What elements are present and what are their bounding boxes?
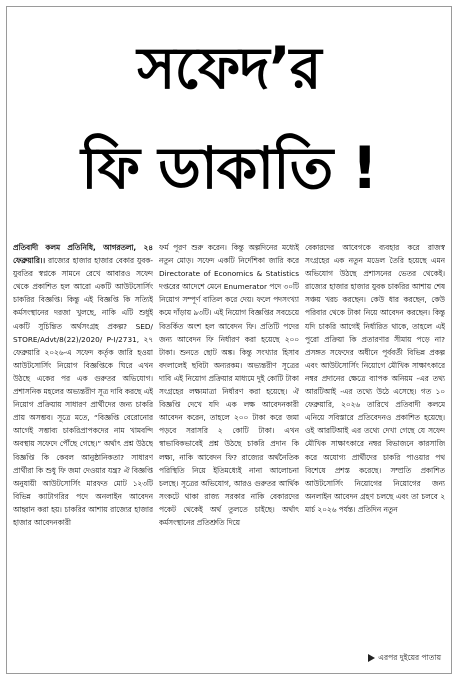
newspaper-page — [6, 6, 452, 674]
article-column-1 — [13, 241, 153, 645]
article-column-2 — [159, 241, 299, 645]
arrow-right-icon — [368, 654, 375, 662]
column-3-text: বেকারদের আবেগকে ব্যবহার করে রাজস্ব সংগ্রহের এক নতুন মডেল তৈরি হয়েছে এমন অভিযোগ উঠছে প্রশাসনের ভেতর থেকেই। রাজ্যের হাজার হাজার যুবক চাকরির আশায় শেষ সঞ্চয় খরচ করছেন। কেউ ধার করছেন, কেউ পরিবার থেকে টাকা নিয়ে আবেদন করছেন। কিন্তু যদি চাকরি আগেই নির্ধারিত থাকে, তাহলে এই পুরো প্রক্রিয়া কি প্রতারণার সীমায় পড়ে না? প্রসঙ্গত সফেদের অধীনে পূর্ববর্তী বিভিন্ন প্রকল্প এবং আউটসোর্সিং নিয়োগে মৌখিক সাক্ষাৎকারে নম্বর প্রদানের ক্ষেত্রে ব্যাপক অনিয়ম -এর তথ্য আরটিআই -এর তথ্যে উঠে এসেছে। গত ১০ ফেব্রুয়ারি, ২০২৬ তারিখে প্রতিবাদী কলমে এনিয়ে সবিস্তারে প্রতিবেদনও প্রকাশিত হয়েছে। ওই আরটিআই এর তথ্যে দেখা গেছে যে সফেদ মৌখিক সাক্ষাৎকারে নম্বর বিভাজনে কারসাজি করে অযোগ্য প্রার্থীদের চাকরি পাওয়ার পথ বিশেষে প্রশস্ত করেছে। সম্প্রতি প্রকাশিত আউটসোর্সিং নিয়োগের নিয়োগের জন্য অনলাইন আবেদন গ্রহণ চলছে এবং তা চলবে ২ মার্চ ২০২৬ পর্যন্ত। প্রতিদিন নতুন — [305, 243, 445, 514]
column-2-text: ফর্ম পূরণ শুরু করেন। কিন্তু অল্পদিনের মধ্যেই নতুন মোড়। সফেদ একটি নির্দেশিকা জারি করে Directorate of Economics & Statistics দপ্তরের আদেশে মেনে Enumerator পদে ৩০টি নিয়োগ সম্পূর্ণ বাতিল করে দেয়। ফলে পদসংখ্যা কমে দাঁড়ায় ৯৩টি। এই নিয়োগ বিজ্ঞপ্তির সবচেয়ে বিতর্কিত অংশ হল আবেদন ফি। প্রতিটি পদের জন্য আবেদন ফি নির্ধারণ করা হয়েছে ২০০ টাকা। শুনতে ছোট অঙ্ক। কিন্তু সংখ্যার হিসাব বদলালেই ছবিটা অন্যরকম। অভ্যন্তরীণ সূত্রের দাবি এই নিয়োগ প্রক্রিয়ার মাধ্যমে দুই কোটি টাকা সংগ্রহের লক্ষ্যমাত্রা নির্ধারণ করা হয়েছে। ঐ বিজ্ঞপ্তি দেখে যদি এক লক্ষ আবেদনকারী আবেদন করেন, তাহলে ২০০ টাকা করে জমা পড়বে সরাসরি ২ কোটি টাকা। এখন স্বাভাবিকভাবেই প্রশ্ন উঠছে চাকরি প্রদান কি লক্ষ্য, নাকি আবেদন ফি? রাজ্যের অর্থনৈতিক পরিস্থিতি নিয়ে ইতিমধ্যেই নানা আলোচনা চলছে। সূত্রের অভিযোগ, আরও গুরুতর আর্থিক সংকটে থাকা রাজ্য সরকার নাকি বেকারদের পকেট থেকেই অর্থ তুলতে চাইছে। অর্থাৎ কর্মসংস্থানের প্রতিশ্রুতি দিয়ে — [159, 243, 299, 527]
headline-line-1: সফেদ’র — [137, 34, 321, 102]
continued-text: এরপর দুইয়ের পাতায় — [378, 653, 441, 662]
headline-line-2: ফি ডাকাতি ! — [81, 134, 377, 202]
column-1-text: রাজ্যের হাজার হাজার বেকার যুবক-যুবতির স্বপ্নকে সামনে রেখে আবারও সফেদ থেকে প্রকাশিত হল আরো একটি আউটসোর্সিং চাকরির বিজ্ঞপ্তি। কিন্তু এই বিজ্ঞপ্তি কি সত্যিই কর্মসংস্থানের দরজা খুলছে, নাকি এটি শুধুই একটি সুচিন্তিত অর্থসংগ্রহ প্রকল্প? SED/ STORE/Advt/8(22)/2020/ P-I/2731, ২৭ ফেব্রুয়ারি ২০২৬-এ সফেদ কর্তৃক জারি হওয়া আউটসোর্সিং নিয়োগ বিজ্ঞপ্তিকে ঘিরে এখন উঠছে একের পর এক গুরুতর অভিযোগ। প্রশাসনিক মহলের অভ্যন্তরীণ সূত্র দাবি করছে এই নিয়োগ প্রক্রিয়ায় সাধারণ প্রার্থীদের জন্য চাকরি প্রায় অসম্ভব। সূত্রে মতে, “বিজ্ঞপ্তি বেরোনোর আগেই সম্ভাব্য চাকরিপ্রাপকদের নাম খামবন্দি অবস্থায় সফেদে পৌঁছে গেছে।” অর্থাৎ প্রশ্ন উঠছে বিজ্ঞপ্তি কি কেবল আনুষ্ঠানিকতা? সাধারণ প্রার্থীরা কি শুধু ফি জমা দেওয়ার যন্ত্র? ঐ বিজ্ঞপ্তি অনুযায়ী আউটসোর্সিং মারফত মোট ১২৩টি বিভিন্ন ক্যাটাগরির পদে অনলাইন আবেদন আহ্বান করা হয়। চাকরির আশায় রাজ্যের হাজার হাজার আবেদনকারী — [13, 256, 153, 527]
continued-note — [368, 653, 441, 665]
article-column-3 — [305, 241, 445, 645]
article-body — [13, 241, 445, 645]
byline: প্রতিবাদী কলম প্রতিনিধি, আগরতলা, ২৪ ফেব্রুয়ারি।। — [13, 243, 153, 266]
